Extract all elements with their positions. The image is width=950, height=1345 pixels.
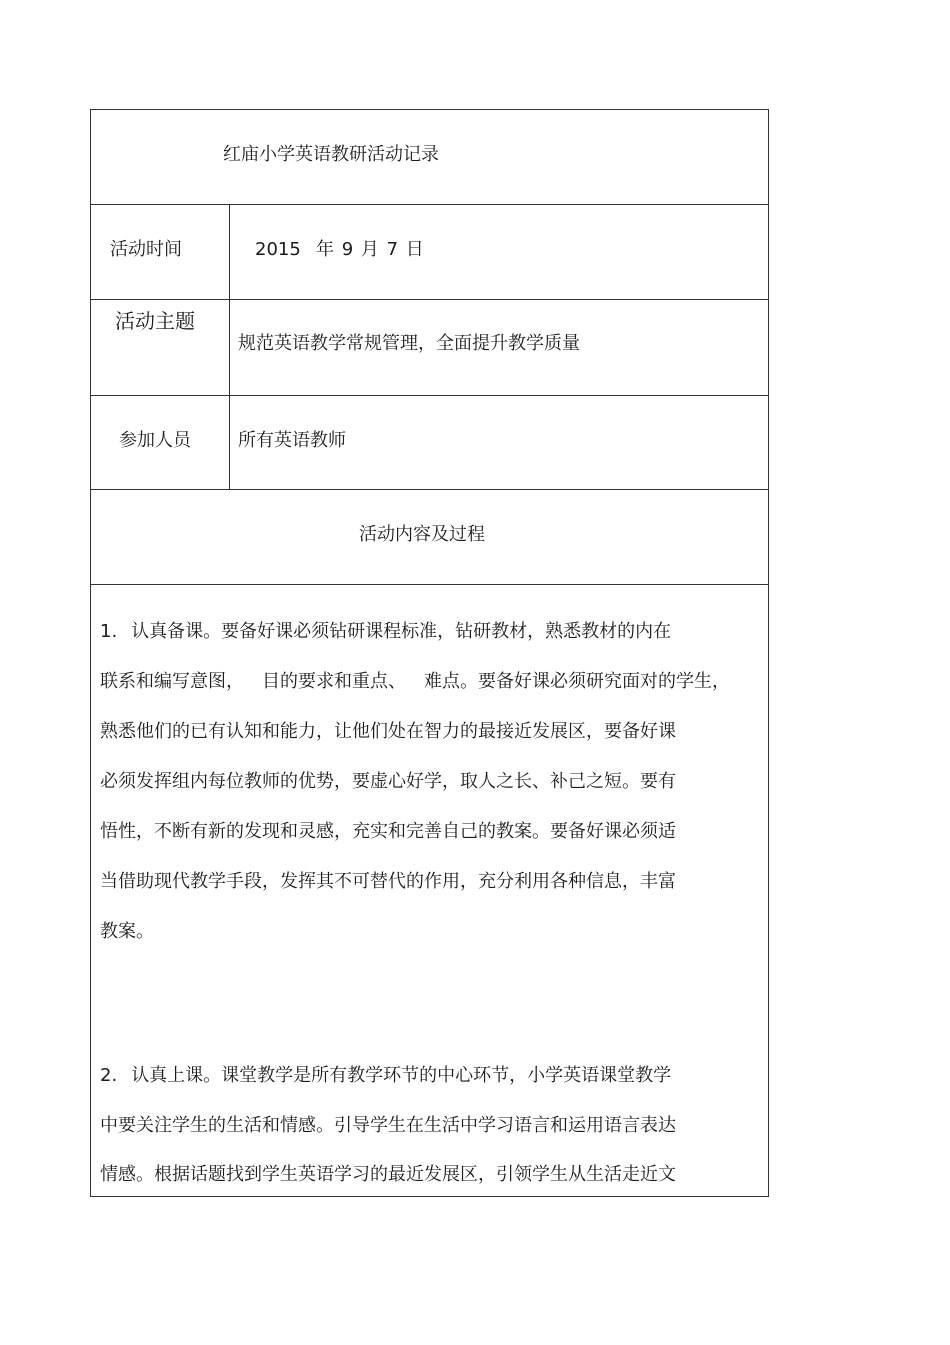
activity-record-table — [90, 109, 769, 1197]
paragraph-text: 当借助现代教学手段，发挥其不可替代的作用，充分利用各种信息，丰富 — [100, 871, 676, 892]
paragraph-text: 悟性，不断有新的发现和灵感，充实和完善自己的教案。要备好课必须适 — [100, 821, 676, 842]
column-divider — [229, 204, 230, 489]
paragraph-text: 教案。 — [100, 921, 154, 942]
activity-theme-label: 活动主题 — [115, 309, 195, 333]
activity-date-month-day: 年 9 月 7 日 — [316, 239, 425, 260]
row-divider — [91, 299, 768, 300]
paragraph-number: 2. — [100, 1065, 118, 1086]
record-title: 红庙小学英语教研活动记录 — [223, 144, 439, 165]
paragraph-line — [100, 621, 671, 643]
paragraph-line — [100, 771, 676, 793]
paragraph-number: 1. — [100, 621, 118, 642]
paragraph-line — [100, 821, 676, 843]
section-title: 活动内容及过程 — [359, 524, 485, 545]
participants-label: 参加人员 — [119, 430, 191, 451]
paragraph-text: 认真备课。要备好课必须钻研课程标准，钻研教材，熟悉教材的内在 — [131, 621, 672, 642]
row-divider — [91, 395, 768, 396]
activity-date-year: 2015 — [255, 239, 301, 260]
paragraph-line — [100, 871, 676, 893]
paragraph-line — [100, 1115, 676, 1137]
paragraph-text: 中要关注学生的生活和情感。引导学生在生活中学习语言和运用语言表达 — [100, 1115, 676, 1136]
paragraph-line — [100, 1164, 676, 1186]
paragraph-text: 难点。要备好课必须研究面对的学生， — [424, 671, 730, 692]
paragraph-text: 目的要求和重点、 — [262, 671, 406, 692]
paragraph-line — [100, 671, 730, 693]
paragraph-text: 联系和编写意图， — [100, 671, 244, 692]
row-divider — [91, 489, 768, 490]
activity-theme-value: 规范英语教学常规管理，全面提升教学质量 — [238, 333, 580, 354]
paragraph-text: 熟悉他们的已有认知和能力，让他们处在智力的最接近发展区，要备好课 — [100, 721, 676, 742]
paragraph-line — [100, 721, 676, 743]
participants-value: 所有英语教师 — [238, 430, 346, 451]
row-divider — [91, 204, 768, 205]
row-divider — [91, 584, 768, 585]
paragraph-text: 必须发挥组内每位教师的优势，要虚心好学，取人之长、补己之短。要有 — [100, 771, 676, 792]
paragraph-line — [100, 921, 154, 943]
paragraph-text: 认真上课。课堂教学是所有教学环节的中心环节，小学英语课堂教学 — [131, 1065, 672, 1086]
paragraph-text: 情感。根据话题找到学生英语学习的最近发展区，引领学生从生活走近文 — [100, 1164, 676, 1185]
paragraph-line — [100, 1065, 671, 1087]
activity-time-label: 活动时间 — [110, 239, 182, 260]
